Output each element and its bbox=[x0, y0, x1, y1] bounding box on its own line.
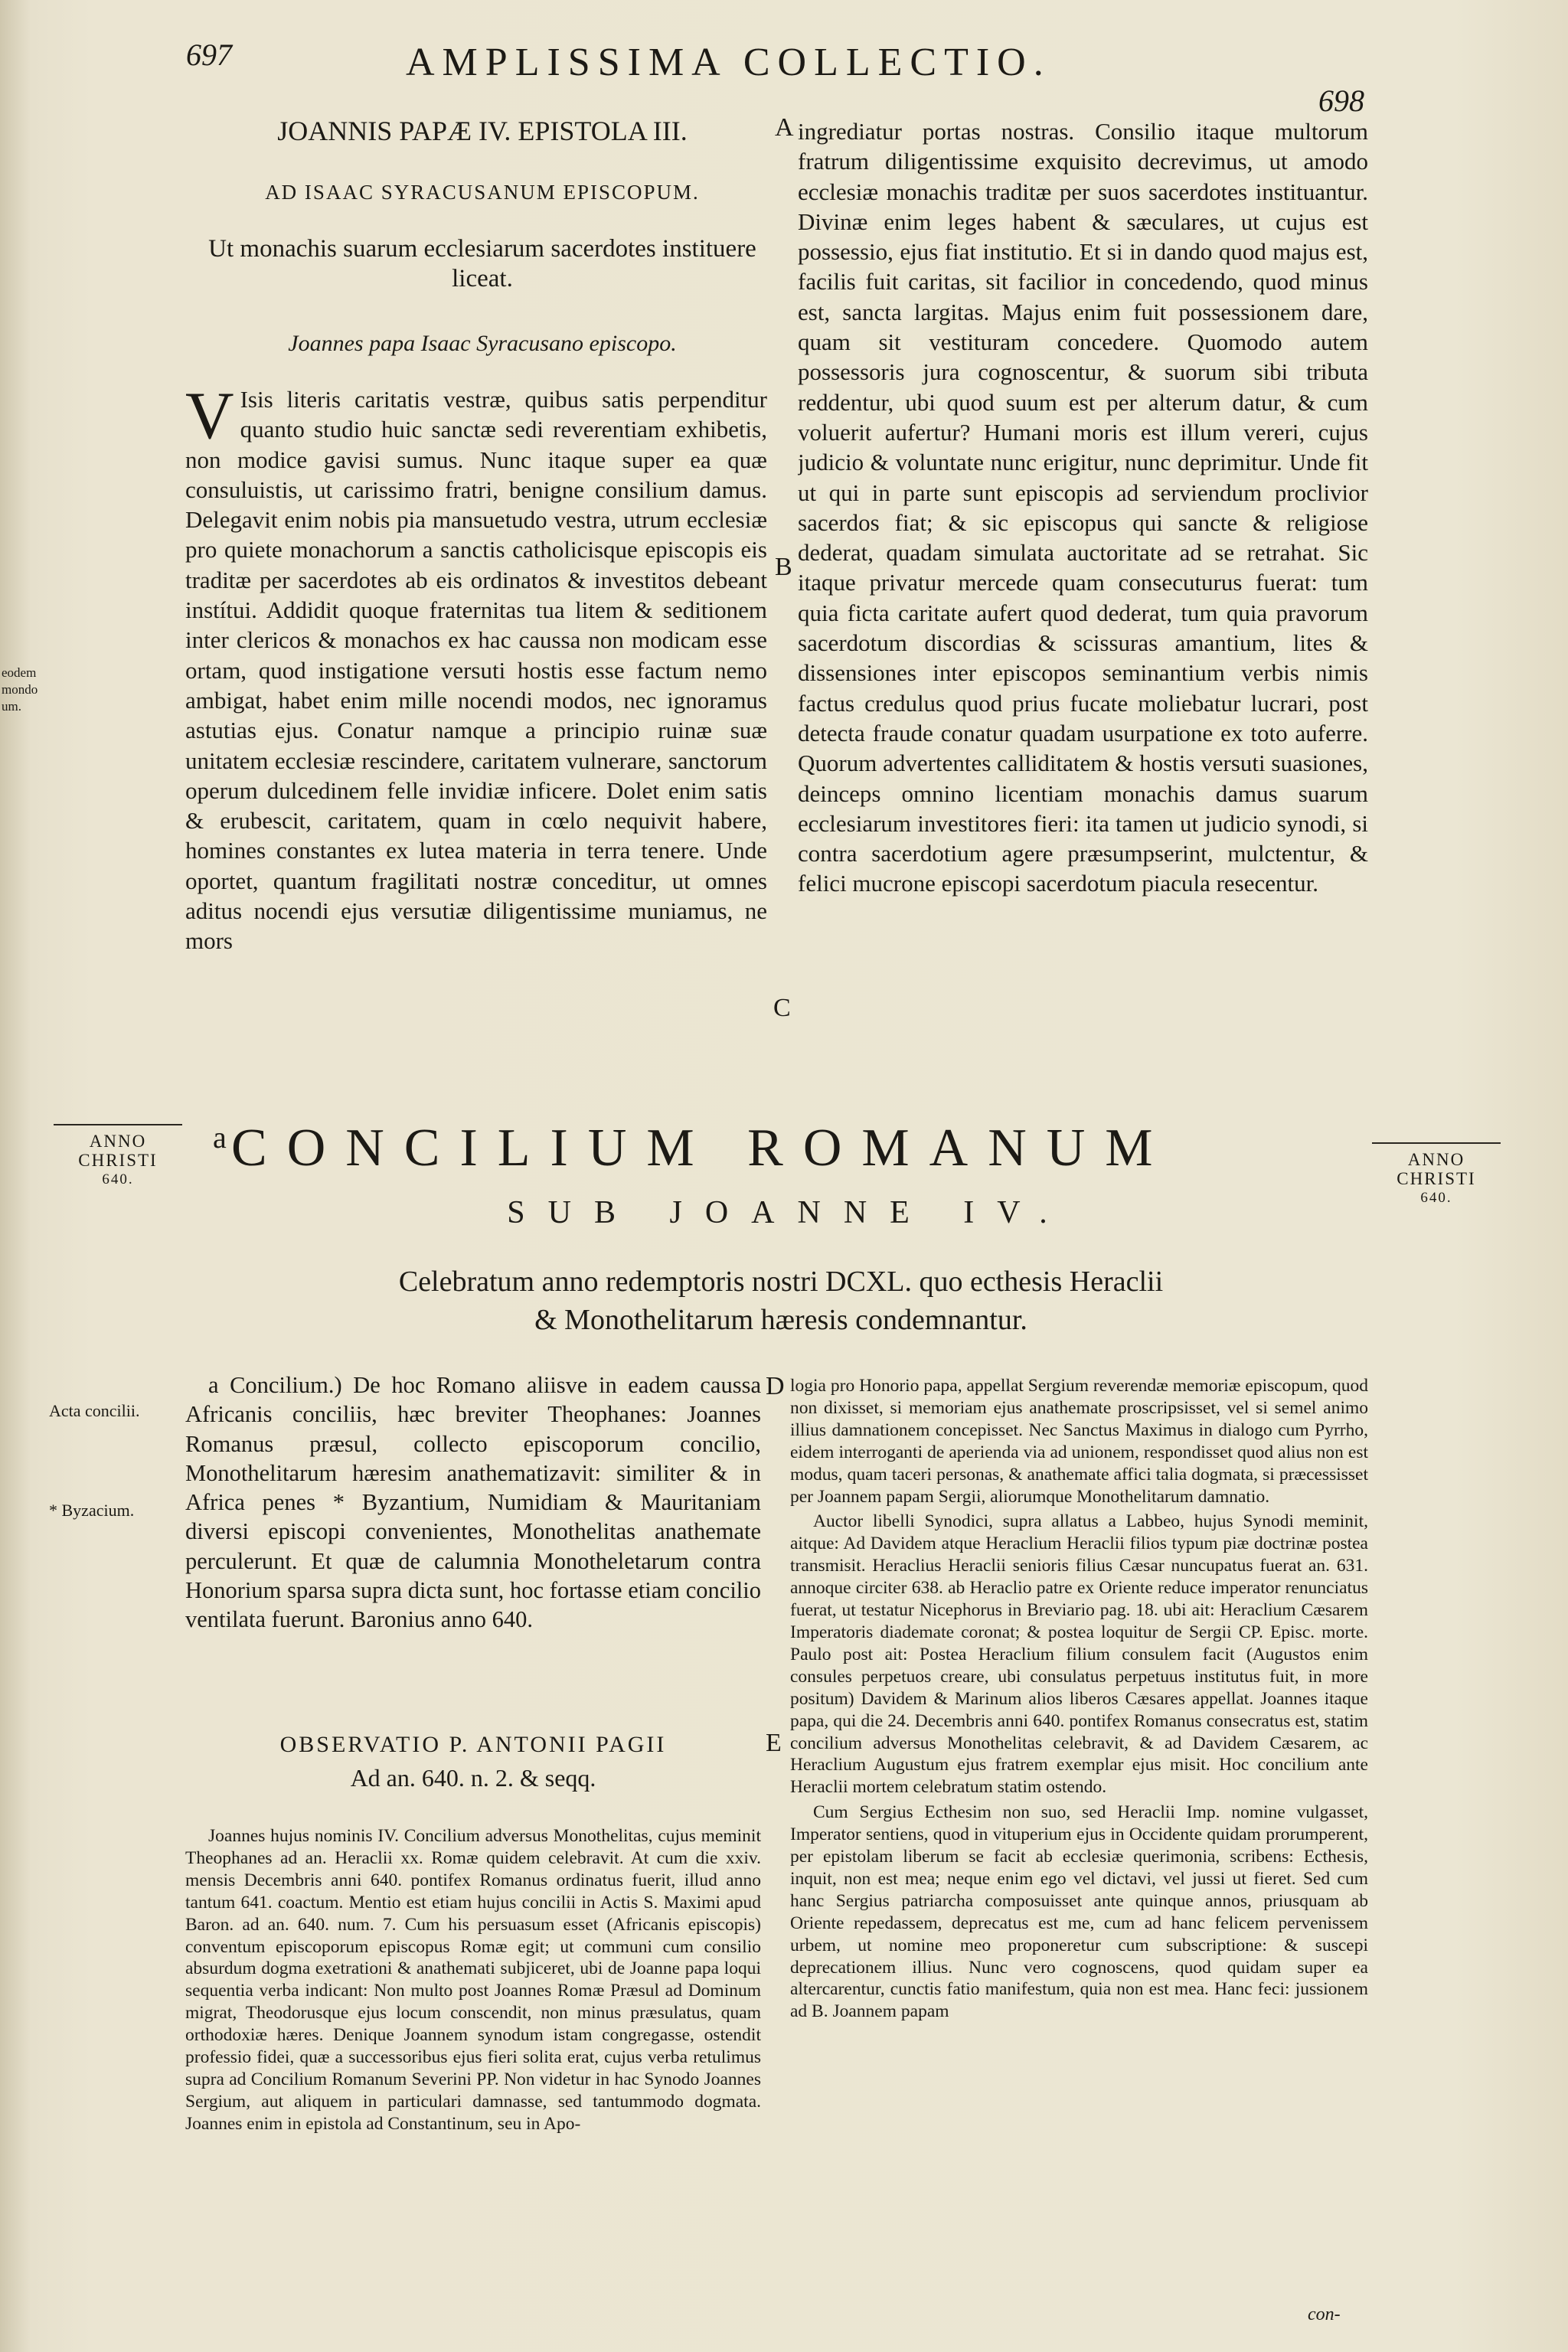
section-letter-d: D bbox=[766, 1372, 785, 1400]
left-margin-note: eodem mondo um. bbox=[2, 665, 38, 714]
concilium-subtitle: SUB JOANNE IV. bbox=[507, 1195, 1070, 1230]
epistola-title: JOANNIS PAPÆ IV. EPISTOLA III. bbox=[277, 116, 688, 146]
epistola-right-column bbox=[798, 116, 1368, 1081]
observatio-subtitle: Ad an. 640. n. 2. & seqq. bbox=[350, 1764, 596, 1792]
margin-note-acta: Acta concilii. bbox=[49, 1401, 140, 1420]
anno-year-left: 640. bbox=[102, 1171, 134, 1187]
concilium-title: CONCILIUM ROMANUM bbox=[231, 1119, 1173, 1178]
epistola-summary: Ut monachis suarum ecclesiarum sacerdotes instituere liceat. bbox=[208, 235, 756, 292]
section-letter-a: A bbox=[775, 113, 794, 142]
section-letter-c: C bbox=[773, 994, 791, 1022]
observatio-left-column bbox=[185, 1825, 761, 2315]
observatio-right-para3: Cum Sergius Ecthesim non suo, sed Heraclii Imp. nomine vulgasset, Imperator sentiens, quod in vituperium ejus in Occidente quidam prorumperent, per epistolam liberum se facit ab ecclesiæ querimonia, scribens: Ecthesis, inquit, non est mea; neque enim ego vel dictavi, vel jussi ut fieret. Sed cum hanc Sergius patriarcha composuisset ante quinque annos, priusquam ab Oriente repedassem, deprecatus est me, cum ad hanc felicem pervenissem urbem, ut nomine meo proponeretur cum subscriptione: & suscepi deprecationem illius. Nunc vero cognoscens, quod quidam super ea altercarentur, cunctis fatio manifestum, quia non est mea. Hanc feci: jussionem ad B. Joannem papam bbox=[790, 1802, 1368, 2022]
anno-rule-right bbox=[1372, 1142, 1501, 1144]
observatio-right-para2: Auctor libelli Synodici, supra allatus a Labbeo, hujus Synodi meminit, aitque: Ad Davidem atque Heraclium Heraclii filios typum piæ doctrinæ postea transmisit. Heraclius Heraclii senioris filius Cæsar nuncupatus fuerat an. 631. annoque circiter 638. ab Heraclio patre ex Oriente reduce imperator renunciatus fuerat, ut testatur Nicephorus in Breviario pag. 18. ubi ait: Heraclium Cæsarem Imperatoris diademate coronat; & postea loquitur de Sergii CP. Episc. morte. Paulo post ait: Postea Heraclium filium consulem facit (Augustos enim consules perpetuos creare, ubi consulatus perpetuus institutus fuit, in more positum) Davidem & Marinum alios liberos Cæsares appellat. Joannes itaque papa, qui die 24. Decembris anni 640. pontifex Romanus consecratus est, statim concilium adversus Monothelitas celebravit, & ad Davidem Cæsarem, ac Heraclium Augustum ejus fratrem exemplar ejus misit. Hoc concilium ante Heraclii mortem celebratum statim ostendo. bbox=[790, 1511, 1368, 1798]
margin-note-byzacium: * Byzacium. bbox=[49, 1501, 135, 1520]
epistola-salutation: Joannes papa Isaac Syracusano episcopo. bbox=[288, 331, 677, 356]
baronius-note-text: a Concilium.) De hoc Romano aliisve in eadem caussa Africanis conciliis, hæc breviter Theophanes: Joannes Romanus præsul, collecto episcoporum concilio, Monothelitarum hæresim anathematizavit: similiter & in Africa penes * Byzantium, Numidiam & Mauritaniam diversi episcopi convenientes, Monothelitas anathemate perculerunt. Et quæ de calumnia Monotheletarum contra Honorium sparsa supra dicta sunt, hoc fortasse etiam concilio ventilata fuerunt. Baronius anno 640. bbox=[185, 1372, 761, 1633]
epistola-right-text: ingrediatur portas nostras. Consilio itaque multorum fratrum diligentissime exquisito decrevimus, ut amodo ecclesiæ monachis traditæ per suos sacerdotes instituantur. Divinæ enim leges habent & sæculares, ut cujus est possessio, ejus fiat institutio. Et si in dando quod majus est, facilis fuit caritas, sit facilior in concedendo, quod minus est, sancta largitas. Majus enim fuit possessionem dare, quam sit vestituram concedere. Quomodo autem possessoris jura cognoscentur, & suorum sibi tributa reddentur, ubi quod suum est per alterum datur, & cum voluerit aufertur? Humani moris est illum vereri, cujus judicio & voluntate nunc erigitur, nunc deprimitur. Unde fit ut qui in parte sunt episcopis ad serviendum proclivior sacerdos fiat; & sic episcopus qui sancte & religiose dederat, quadam simulata auctoritate ad se retrahat. Sic itaque privatur mercede quam consecuturus fuerat: tum quia ficta caritate aufert quod dederat, tum quia pravorum sacerdotum discordias & scissuras amantium, lites & dissensiones inter episcopos seminantium verbis nimis factus credulus quod prius fucate moliebatur lucrari, post detecta fraude conatur quadam usurpatione ex toto auferre. Quorum advertentes calliditatem & hostis versuti suasiones, deinceps omnino licentiam monachis damus suarum ecclesiarum investitores fieri: ita tamen ut judicio synodi, si contra sacerdotium agere præsumpserint, mulctentur, & felici mucrone episcopi sacerdotum piacula resecentur. bbox=[798, 118, 1368, 897]
anno-year-right: 640. bbox=[1420, 1190, 1452, 1206]
page-number-left: 697 bbox=[186, 38, 232, 72]
anno-label-left: ANNO CHRISTI bbox=[78, 1132, 158, 1170]
page-number-right: 698 bbox=[1318, 83, 1364, 118]
concilium-desc-line1: Celebratum anno redemptoris nostri DCXL. quo ecthesis Heraclii bbox=[398, 1266, 1164, 1298]
observatio-right-column bbox=[790, 1375, 1368, 2291]
epistola-left-text: Isis literis caritatis vestræ, quibus satis perpenditur quanto studio huic sanctæ sedi reverentiam exhibetis, non modice gavisi sumus. Nunc itaque super ea quæ consuluistis, ut carissimo fratri, benigne consilium damus. Delegavit enim nobis pia mansuetudo vestra, utrum ecclesiæ pro quiete monachorum a sanctis catholicisque episcopis eis traditæ per sacerdotes ab eis ordinatos & investitos debeant instítui. Addidit quoque fraternitas tua litem & seditionem inter clericos & monachos ex hac caussa non modicam esse ortam, quod instigatione versuti hostis esse factum nemo ambigat, habet enim mille nocendi modos, nec ignoramus astutias ejus. Conatur namque a principio ruinæ suæ unitatem ecclesiæ rescindere, caritatem vulnerare, sanctorum operum dulcedinem felle invidiæ inficere. Dolet enim satis & erubescit, caritatem, quam in cœlo nequivit habere, homines constantes ex lutea materia in terra tenere. Unde oportet, quantum fragilitati nostræ conceditur, ut omnes aditus nocendi ejus versutiæ diligentissime muniamus, ne mors bbox=[185, 386, 767, 955]
drop-cap-letter: V bbox=[185, 384, 234, 453]
footnote-mark: a bbox=[213, 1120, 227, 1155]
concilium-desc-line2: & Monothelitarum hæresis condemnantur. bbox=[534, 1304, 1027, 1336]
baronius-note bbox=[185, 1370, 761, 1707]
anno-christi-left bbox=[54, 1132, 182, 1189]
observatio-left-text: Joannes hujus nominis IV. Concilium adversus Monothelitas, cujus meminit Theophanes ad an. Heraclii xx. Romæ quidem celebravit. At cum die xxiv. mensis Decembris anni 640. pontifex Romanus ordinatus fuerit, illud anno tantum 641. coactum. Mentio est etiam hujus concilii in Actis S. Maximi apud Baron. ad an. 640. num. 7. Cum his persuasum esset (Africanis episcopis) conventum episcoporum episcopus Romæ egit; ut communi cum consilio absurdum dogma exetrationi & anathemati subjiceret, ubi de Joanne papa loqui sequentia verba indicant: Non multo post Joannes Romæ Præsul ad Dominum migrat, Theodorusque ejus locum conscendit, non minus præsulatus, quam orthodoxiæ hæres. Denique Joannem synodum istam congregasse, ostendit professio fidei, quæ a successoribus ejus fieri solita erat, cujus verba retulimus supra ad Concilium Romanum Severini PP. Non videtur in hac Synodo Joannes Sergium, aut aliquem in particulari damnasse, sed tantummodo dogmata. Joannes enim in epistola ad Constantinum, seu in Apo- bbox=[185, 1826, 761, 2134]
epistola-left-column bbox=[185, 384, 767, 1073]
observatio-title: OBSERVATIO P. ANTONII PAGII bbox=[279, 1732, 667, 1757]
epistola-address: AD ISAAC SYRACUSANUM EPISCOPUM. bbox=[265, 181, 700, 204]
section-letter-b: B bbox=[775, 553, 792, 581]
anno-label-right: ANNO CHRISTI bbox=[1396, 1150, 1476, 1188]
anno-rule-left bbox=[54, 1124, 182, 1125]
running-title: AMPLISSIMA COLLECTIO. bbox=[406, 41, 1051, 84]
section-letter-e: E bbox=[766, 1729, 782, 1757]
catchword: con- bbox=[1308, 2305, 1341, 2324]
observatio-right-para1: logia pro Honorio papa, appellat Sergium reverendæ memoriæ episcopum, quod non dixisset, si memoriam ejus anathemate proscripsisset, vel si semel animo illius damnationem concepisset. Nec Sanctus Maximus in dialogo cum Pyrrho, eidem interroganti de aperienda via ad unionem, respondisset quod alius non est modus, quam taceri personas, & anathemate affici talia dogmata, si præcessisset per Joannem papam Sergii, aliorumque Monothelitarum damnatio. bbox=[790, 1376, 1368, 1507]
anno-christi-right bbox=[1372, 1150, 1501, 1207]
